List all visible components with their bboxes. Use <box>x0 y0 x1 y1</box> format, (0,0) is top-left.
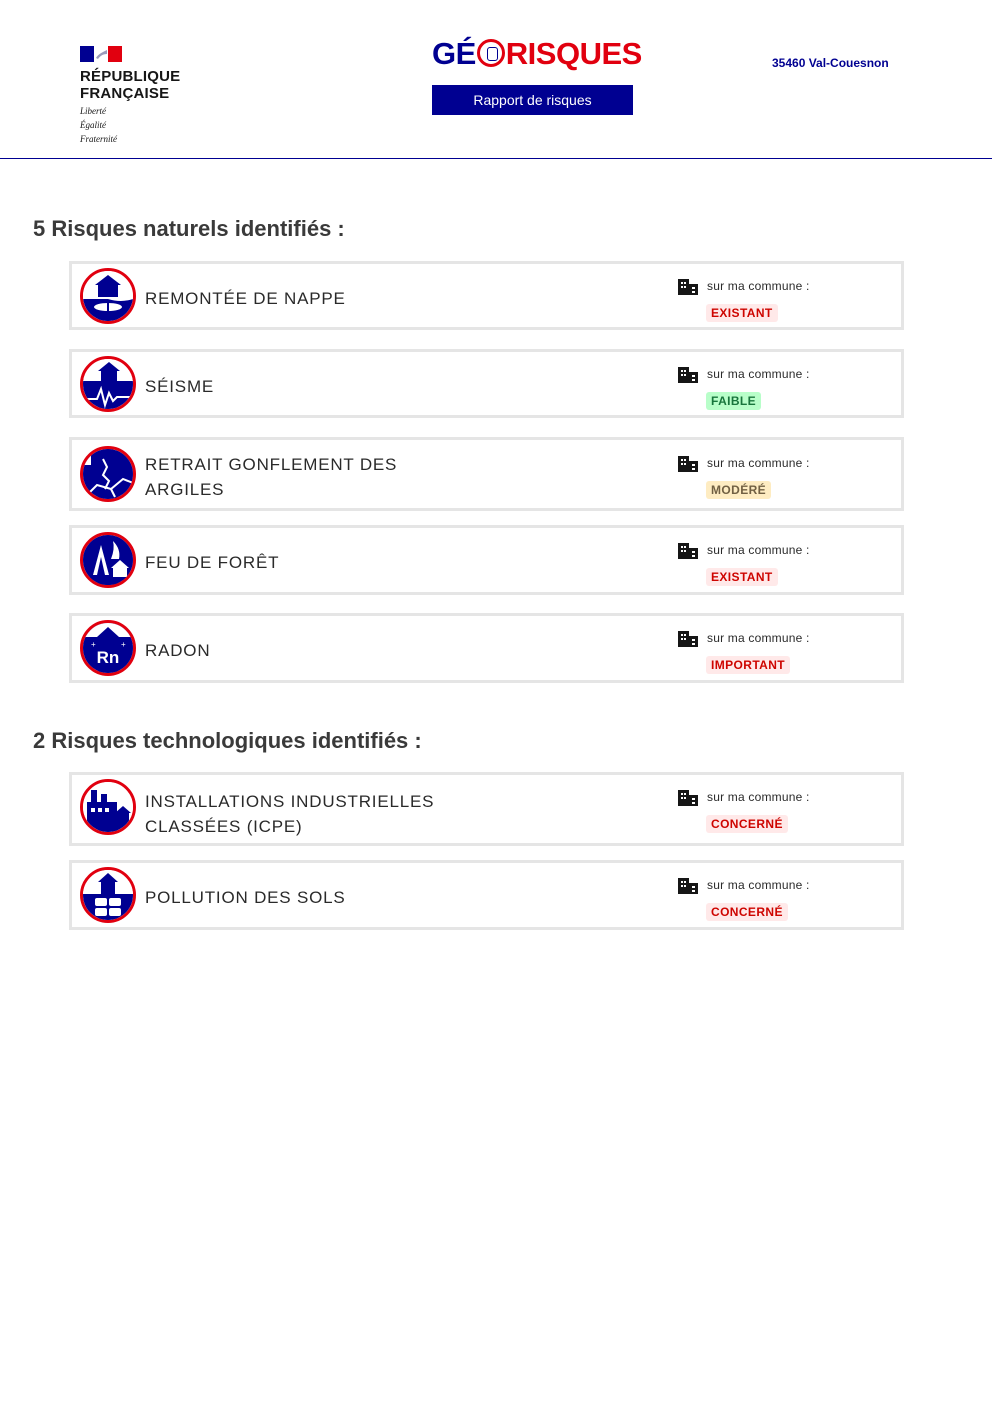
risk-label: REMONTÉE DE NAPPE <box>145 289 346 308</box>
motto-fraternite: Fraternité <box>80 134 117 144</box>
nappe-icon <box>80 268 136 324</box>
technological-risks-title: 2 Risques technologiques identifiés : <box>33 728 422 753</box>
feu-de-foret-icon <box>80 532 136 588</box>
svg-text:+: + <box>121 640 126 649</box>
georisques-wordmark <box>432 34 642 74</box>
status-badge: MODÉRÉ <box>706 481 771 499</box>
motto-egalite: Égalité <box>80 120 106 130</box>
motto-liberte: Liberté <box>80 106 106 116</box>
logo-risques: RISQUES <box>505 36 642 71</box>
risk-label-line-1: INSTALLATIONS INDUSTRIELLES <box>145 792 435 811</box>
republique-francaise-logo <box>80 46 180 144</box>
risk-card-argiles <box>69 437 904 511</box>
industrie-icon <box>80 779 136 835</box>
france-map-emblem-icon <box>477 39 505 67</box>
georisques-logo <box>432 34 642 115</box>
risk-label: SÉISME <box>145 377 215 396</box>
page-header <box>0 0 992 159</box>
building-icon <box>677 455 699 473</box>
status-badge: FAIBLE <box>706 392 761 410</box>
risk-label-line-2: ARGILES <box>145 480 225 499</box>
commune-label: sur ma commune : <box>707 543 810 557</box>
status-badge: EXISTANT <box>706 304 778 322</box>
rapport-de-risques-banner: Rapport de risques <box>432 85 633 115</box>
risk-card-icpe <box>69 772 904 846</box>
status-badge: IMPORTANT <box>706 656 790 674</box>
commune-name: 35460 Val-Couesnon <box>772 56 889 70</box>
argiles-icon <box>80 446 136 502</box>
risk-card-nappe <box>69 261 904 330</box>
risk-label-line-2: CLASSÉES (ICPE) <box>145 817 303 836</box>
seisme-icon <box>80 356 136 412</box>
building-icon <box>677 877 699 895</box>
building-icon <box>677 542 699 560</box>
logo-geo: GÉ <box>432 36 476 71</box>
radon-icon <box>80 620 136 676</box>
natural-risks-title: 5 Risques naturels identifiés : <box>33 216 345 241</box>
commune-label: sur ma commune : <box>707 279 810 293</box>
risk-card-seisme <box>69 349 904 418</box>
risk-label-line-1: RETRAIT GONFLEMENT DES <box>145 455 398 474</box>
commune-label: sur ma commune : <box>707 456 810 470</box>
risk-card-pollution-sols <box>69 860 904 930</box>
republic-line-2: FRANÇAISE <box>80 85 170 102</box>
status-badge: CONCERNÉ <box>706 903 788 921</box>
status-badge: EXISTANT <box>706 568 778 586</box>
commune-label: sur ma commune : <box>707 878 810 892</box>
building-icon <box>677 278 699 296</box>
risk-label: FEU DE FORÊT <box>145 553 280 572</box>
commune-label: sur ma commune : <box>707 367 810 381</box>
risk-card-feu-de-foret <box>69 525 904 595</box>
building-icon <box>677 789 699 807</box>
svg-text:+: + <box>91 640 96 649</box>
radon-symbol: Rn <box>96 648 120 667</box>
risk-card-radon <box>69 613 904 683</box>
building-icon <box>677 630 699 648</box>
marianne-flag-icon <box>80 46 122 62</box>
pollution-sols-icon <box>80 867 136 923</box>
risk-label: RADON <box>145 641 211 660</box>
commune-label: sur ma commune : <box>707 631 810 645</box>
commune-label: sur ma commune : <box>707 790 810 804</box>
risk-label: POLLUTION DES SOLS <box>145 888 346 907</box>
status-badge: CONCERNÉ <box>706 815 788 833</box>
republic-line-1: RÉPUBLIQUE <box>80 68 181 85</box>
building-icon <box>677 366 699 384</box>
